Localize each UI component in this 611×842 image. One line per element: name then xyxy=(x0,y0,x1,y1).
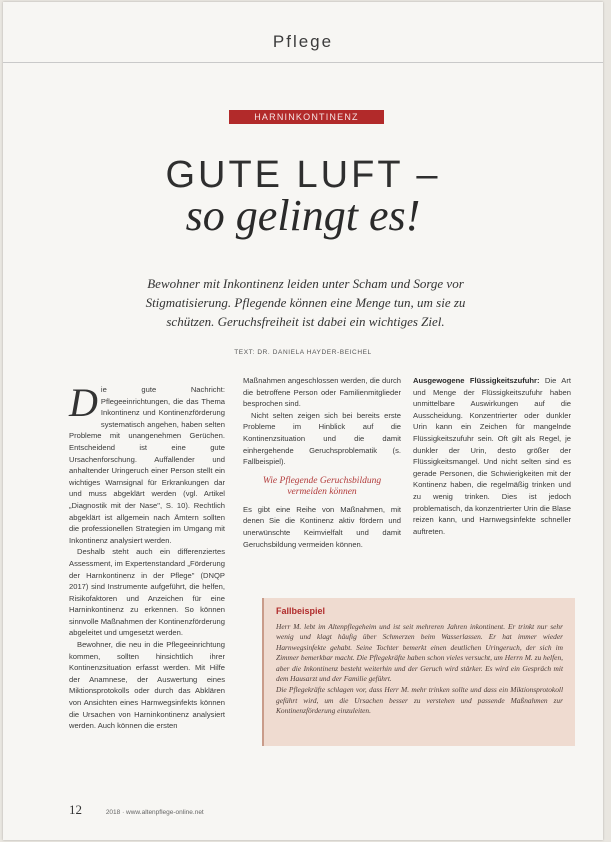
paragraph-text: ie gute Nachricht: Pflegeeinrichtungen, die das Thema Inkontinenz und Kontinenzförderung systematisch angehen, haben selten Probleme mit unangenehmen Gerüchen. Entscheidend ist eine gute Ursachenforschung. Auffallender und anhaltender Uringeruch einer Person stellt ein wichtiges Warnsignal für Erkrankungen dar und muss abgeklärt werden (vgl. Artikel „Diagnostik mit der Nase", S. 10). Rechtlich abgeklärt ist allgemein nach Ämtern sollten die professionellen Strategien im Umgang mit Inkontinenz analysiert werden. xyxy=(69,385,225,545)
drop-cap: D xyxy=(69,380,98,425)
text-column-2 xyxy=(243,375,401,550)
paragraph: Bewohner, die neu in die Pflegeeinrichtung kommen, sollten hinsichtlich ihrer Kontinenzsituation erfasst werden. Mit Hilfe der Anamnese, der Auswertung eines Miktionsprotokolls oder durch das Abklären von Ansichten eines Harnwegsinfekts können die Ursachen von Harninkontinenz analysiert werden. Auch können die ersten xyxy=(69,640,225,731)
section-divider xyxy=(3,62,603,63)
paragraph-text: Die Art und Menge der Flüssigkeitszufuhr haben unmittelbare Auswirkungen auf die Ausscheidung. Konzentrierter oder dunkler Urin kann ein Zeichen für mangelnde Flüssigkeitszufuhr sein. Oft gilt als Regel, je dunkler der Urin, desto größer der Flüssigkeitsmangel. Und nicht selten sind es gerade Personen, die Schwierigkeiten mit der Kontinenz haben, die regelmäßig trinken und zu wenig trinken. Dies ist jedoch problematisch, da konzentrierter Urin die Blase reizen kann, und Harnwegsinfekte schneller auftreten. xyxy=(413,376,571,536)
paragraph xyxy=(69,380,225,546)
paragraph: Nicht selten zeigen sich bei bereits erste Probleme im Hinblick auf die Kontinenzsituation und die damit einhergehende Geruchsproblematik (s. Fallbeispiel). xyxy=(243,410,401,467)
text-column-3 xyxy=(413,375,571,537)
article-title-line2: so gelingt es! xyxy=(185,191,421,240)
paragraph: Maßnahmen angeschlossen werden, die durch die betroffene Person oder Familienmitglieder besprochen sind. xyxy=(243,376,401,409)
paragraph: Die Pflegekräfte schlagen vor, dass Herr M. mehr trinken sollte und dass ein Miktionsprotokoll geführt wird, um die Ursachen besser zu verstehen und passende Maßnahmen zur Kontinenzförderung einzuleiten. xyxy=(276,685,563,716)
page-number: 12 xyxy=(69,802,82,817)
paragraph: Es gibt eine Reihe von Maßnahmen, mit denen Sie die Kontinenz aktiv fördern und unerwünschte Keimvielfalt und damit Geruchsbildung vermeiden können. xyxy=(243,504,401,549)
magazine-page xyxy=(3,2,603,840)
paragraph-lead-in: Ausgewogene Flüssigkeitszufuhr: xyxy=(413,376,540,385)
section-header: Pflege xyxy=(272,32,334,51)
case-study-title: Fallbeispiel xyxy=(276,606,326,616)
case-study-text xyxy=(276,622,563,717)
issue-info: 2018 · www.altenpflege-online.net xyxy=(105,809,204,816)
topic-tag: HARNINKONTINENZ xyxy=(229,110,384,124)
article-lead: Bewohner mit Inkontinenz leiden unter Scham und Sorge vor Stigmatisierung. Pflegende können eine Menge tun, um sie zu schützen. Geruchsfreiheit ist dabei ein wichtiges Ziel. xyxy=(145,276,466,329)
paragraph: Herr M. lebt im Altenpflegeheim und ist seit mehreren Jahren inkontinent. Er trinkt nur sehr wenig und klagt häufig über Schmerzen beim Wasserlassen. Er hat immer wieder Harnwegsinfekte gehabt. Seine Tochter bemerkt einen deutlichen Uringeruch, der sich im Zimmer bemerkbar macht. Die Pflegekräfte haben schon vieles versucht, um Herrn M. zu helfen, aber die Inkontinenz besteht weiterhin und der Geruch wird stärker. Es wird ein Gespräch mit dem Hausarzt und der Familie geführt. xyxy=(276,622,563,684)
author-byline: TEXT: DR. DANIELA HAYDER-BEICHEL xyxy=(234,349,372,356)
paragraph xyxy=(413,375,571,537)
case-study-box xyxy=(262,598,575,746)
text-column-1 xyxy=(69,380,225,732)
page-footer xyxy=(69,802,204,818)
sub-heading: Wie Pflegende Geruchsbildung vermeiden können xyxy=(262,475,382,497)
paragraph: Deshalb steht auch ein differenziertes Assessment, im Expertenstandard „Förderung der Harnkontinenz in der Pflege" (DNQP 2017) sind Instrumente aufgeführt, die helfen, Risikofaktoren und Anzeichen für eine Harninkontinenz zu erkennen. So können sinnvolle Maßnahmen der Kontinenzförderung abgeleitet und umgesetzt werden. xyxy=(69,547,225,638)
article-title-line1: GUTE LUFT – xyxy=(165,154,441,196)
